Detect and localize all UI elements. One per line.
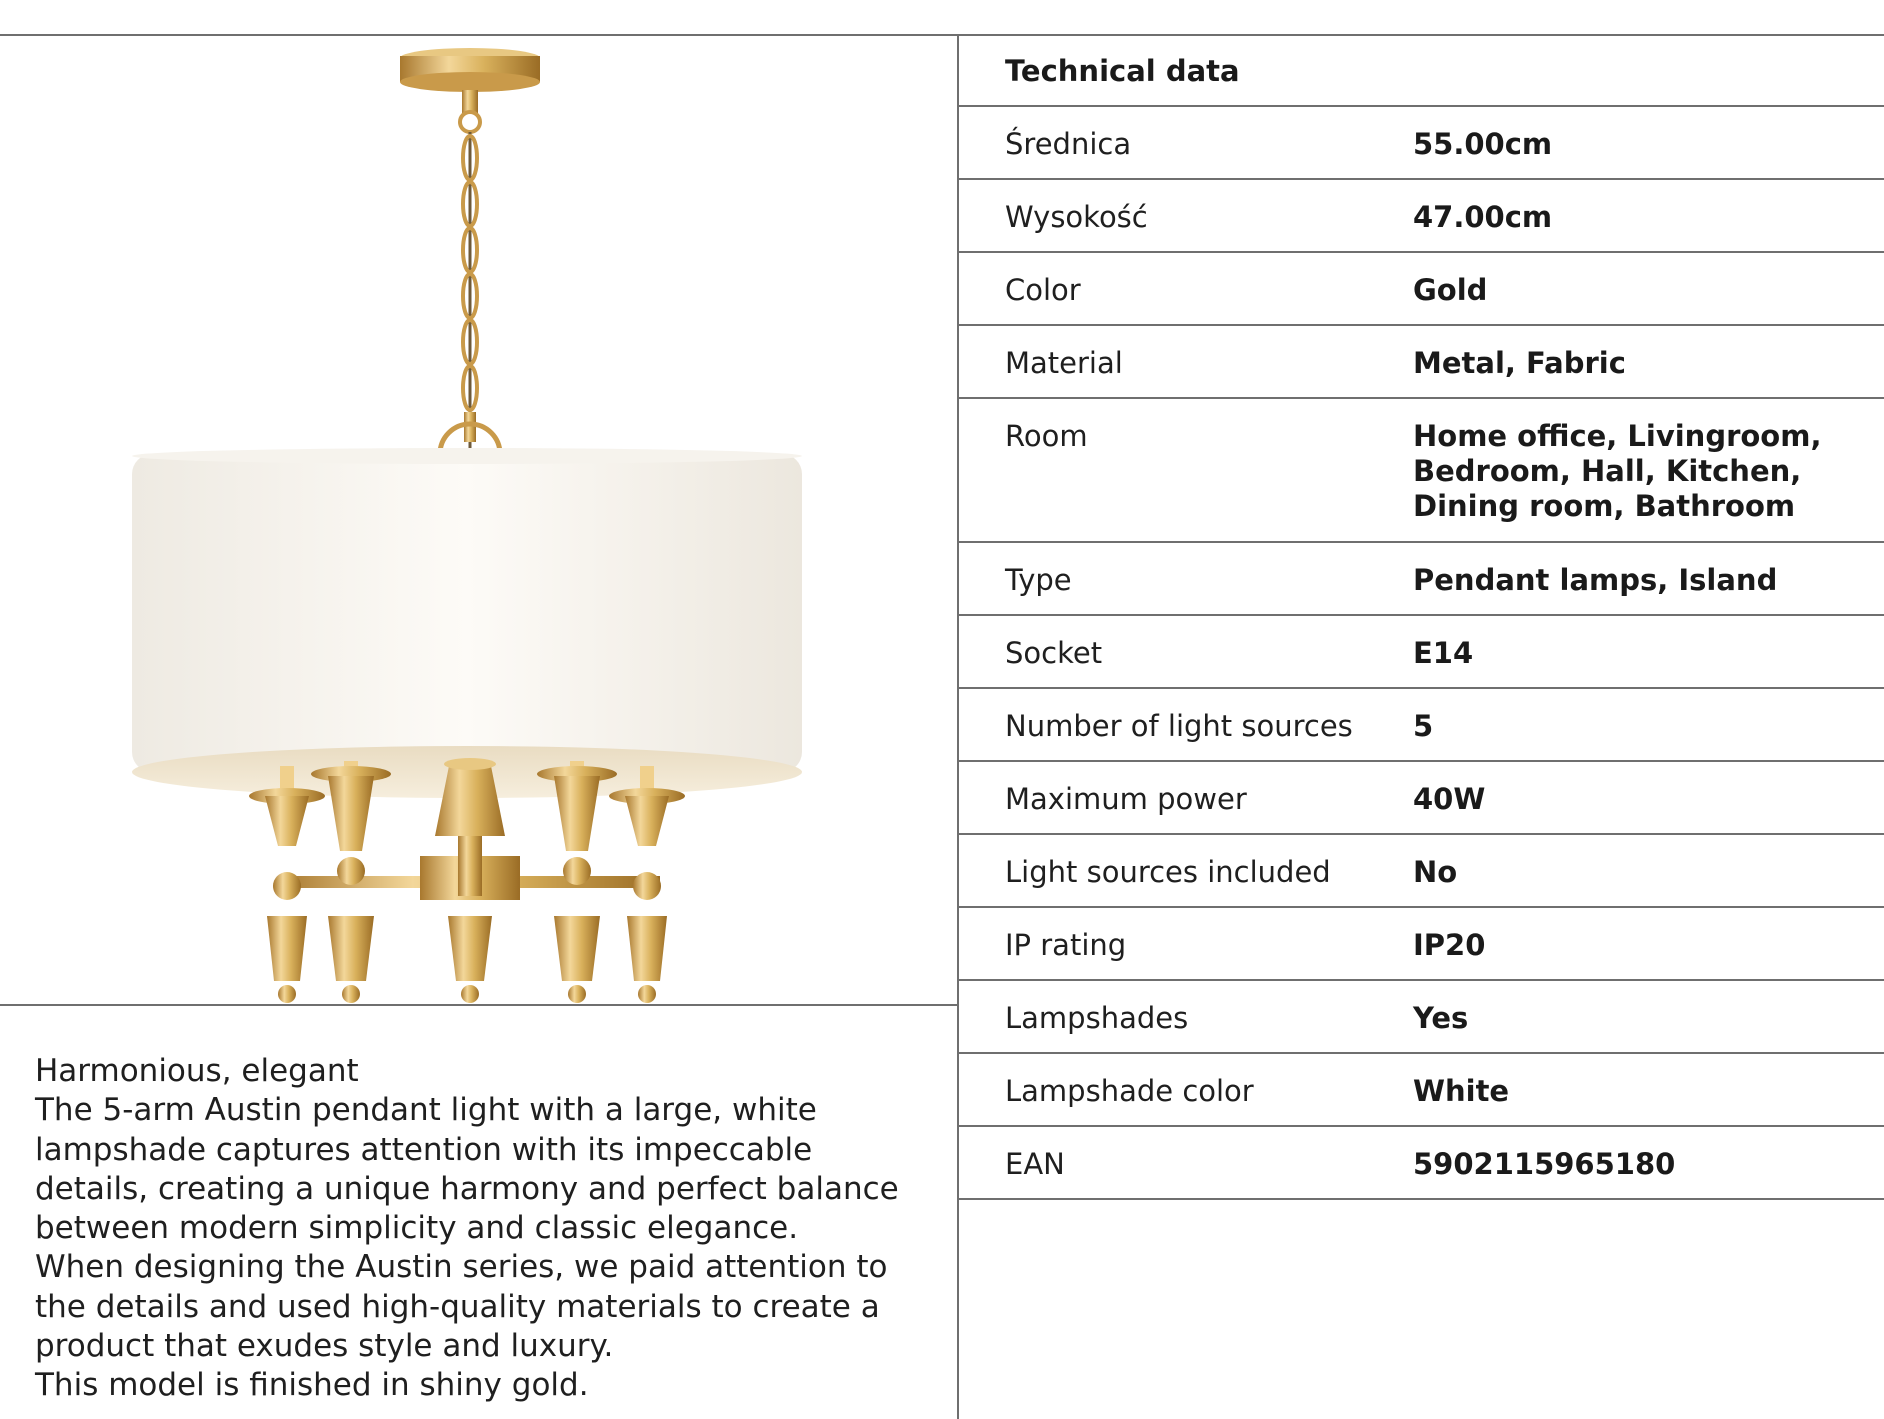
spec-label: Type [1005,563,1072,597]
spec-row [959,835,1884,908]
spec-value: 5902115965180 [1413,1147,1676,1181]
spec-value: Metal, Fabric [1413,346,1626,380]
spec-row [959,253,1884,326]
technical-data-table [959,36,1884,1200]
technical-data-title: Technical data [959,36,1884,107]
spec-value: White [1413,1074,1510,1108]
spec-label: Material [1005,346,1123,380]
spec-value: IP20 [1413,928,1486,962]
spec-label: Number of light sources [1005,709,1353,743]
spec-label: Wysokość [1005,200,1148,234]
spec-row [959,616,1884,689]
description-paragraph-2: When designing the Austin series, we paid attention to the details and used high-quality materials to create a product that exudes style and luxury. [35,1249,888,1365]
spec-label: EAN [1005,1147,1065,1181]
spec-label: Średnica [1005,127,1132,161]
spec-label: Maximum power [1005,782,1247,816]
spec-label: Room [1005,419,1088,453]
spec-row [959,107,1884,180]
description-paragraph-3: This model is finished in shiny gold. [35,1367,589,1404]
description-heading: Harmonious, elegant [35,1053,359,1089]
spec-label: Color [1005,273,1081,307]
spec-value: 40W [1413,782,1486,816]
spec-label: Lampshade color [1005,1074,1254,1108]
spec-value: 5 [1413,709,1434,743]
spec-label: Lampshades [1005,1001,1189,1035]
spec-row [959,326,1884,399]
canopy [400,48,540,132]
spec-value: Pendant lamps, Island [1413,563,1778,597]
spec-value: 47.00cm [1413,200,1553,234]
chain [440,132,500,456]
spec-row [959,180,1884,253]
image-divider [0,1004,957,1006]
spec-row [959,981,1884,1054]
spec-row [959,1054,1884,1127]
spec-row [959,1127,1884,1200]
spec-value: Gold [1413,273,1488,307]
product-description [35,1052,935,1406]
spec-row [959,689,1884,762]
product-image [0,36,957,1004]
spec-value: Home office, Livingroom, Bedroom, Hall, Kitchen, Dining room, Bathroom [1413,419,1822,523]
spec-value: 55.00cm [1413,127,1553,161]
spec-row [959,543,1884,616]
spec-row [959,399,1884,543]
spec-row [959,908,1884,981]
description-paragraph-1: The 5-arm Austin pendant light with a large, white lampshade captures attention with its impeccable details, creating a unique harmony and perfect balance between modern simplicity and classic elegance. [35,1092,899,1247]
spec-label: IP rating [1005,928,1127,962]
lampshade [132,448,802,798]
spec-value: No [1413,855,1458,889]
spec-value: Yes [1413,1001,1469,1035]
spec-row [959,762,1884,835]
spec-label: Socket [1005,636,1103,670]
spec-label: Light sources included [1005,855,1331,889]
candle-arms [249,758,685,1003]
spec-value: E14 [1413,636,1474,670]
